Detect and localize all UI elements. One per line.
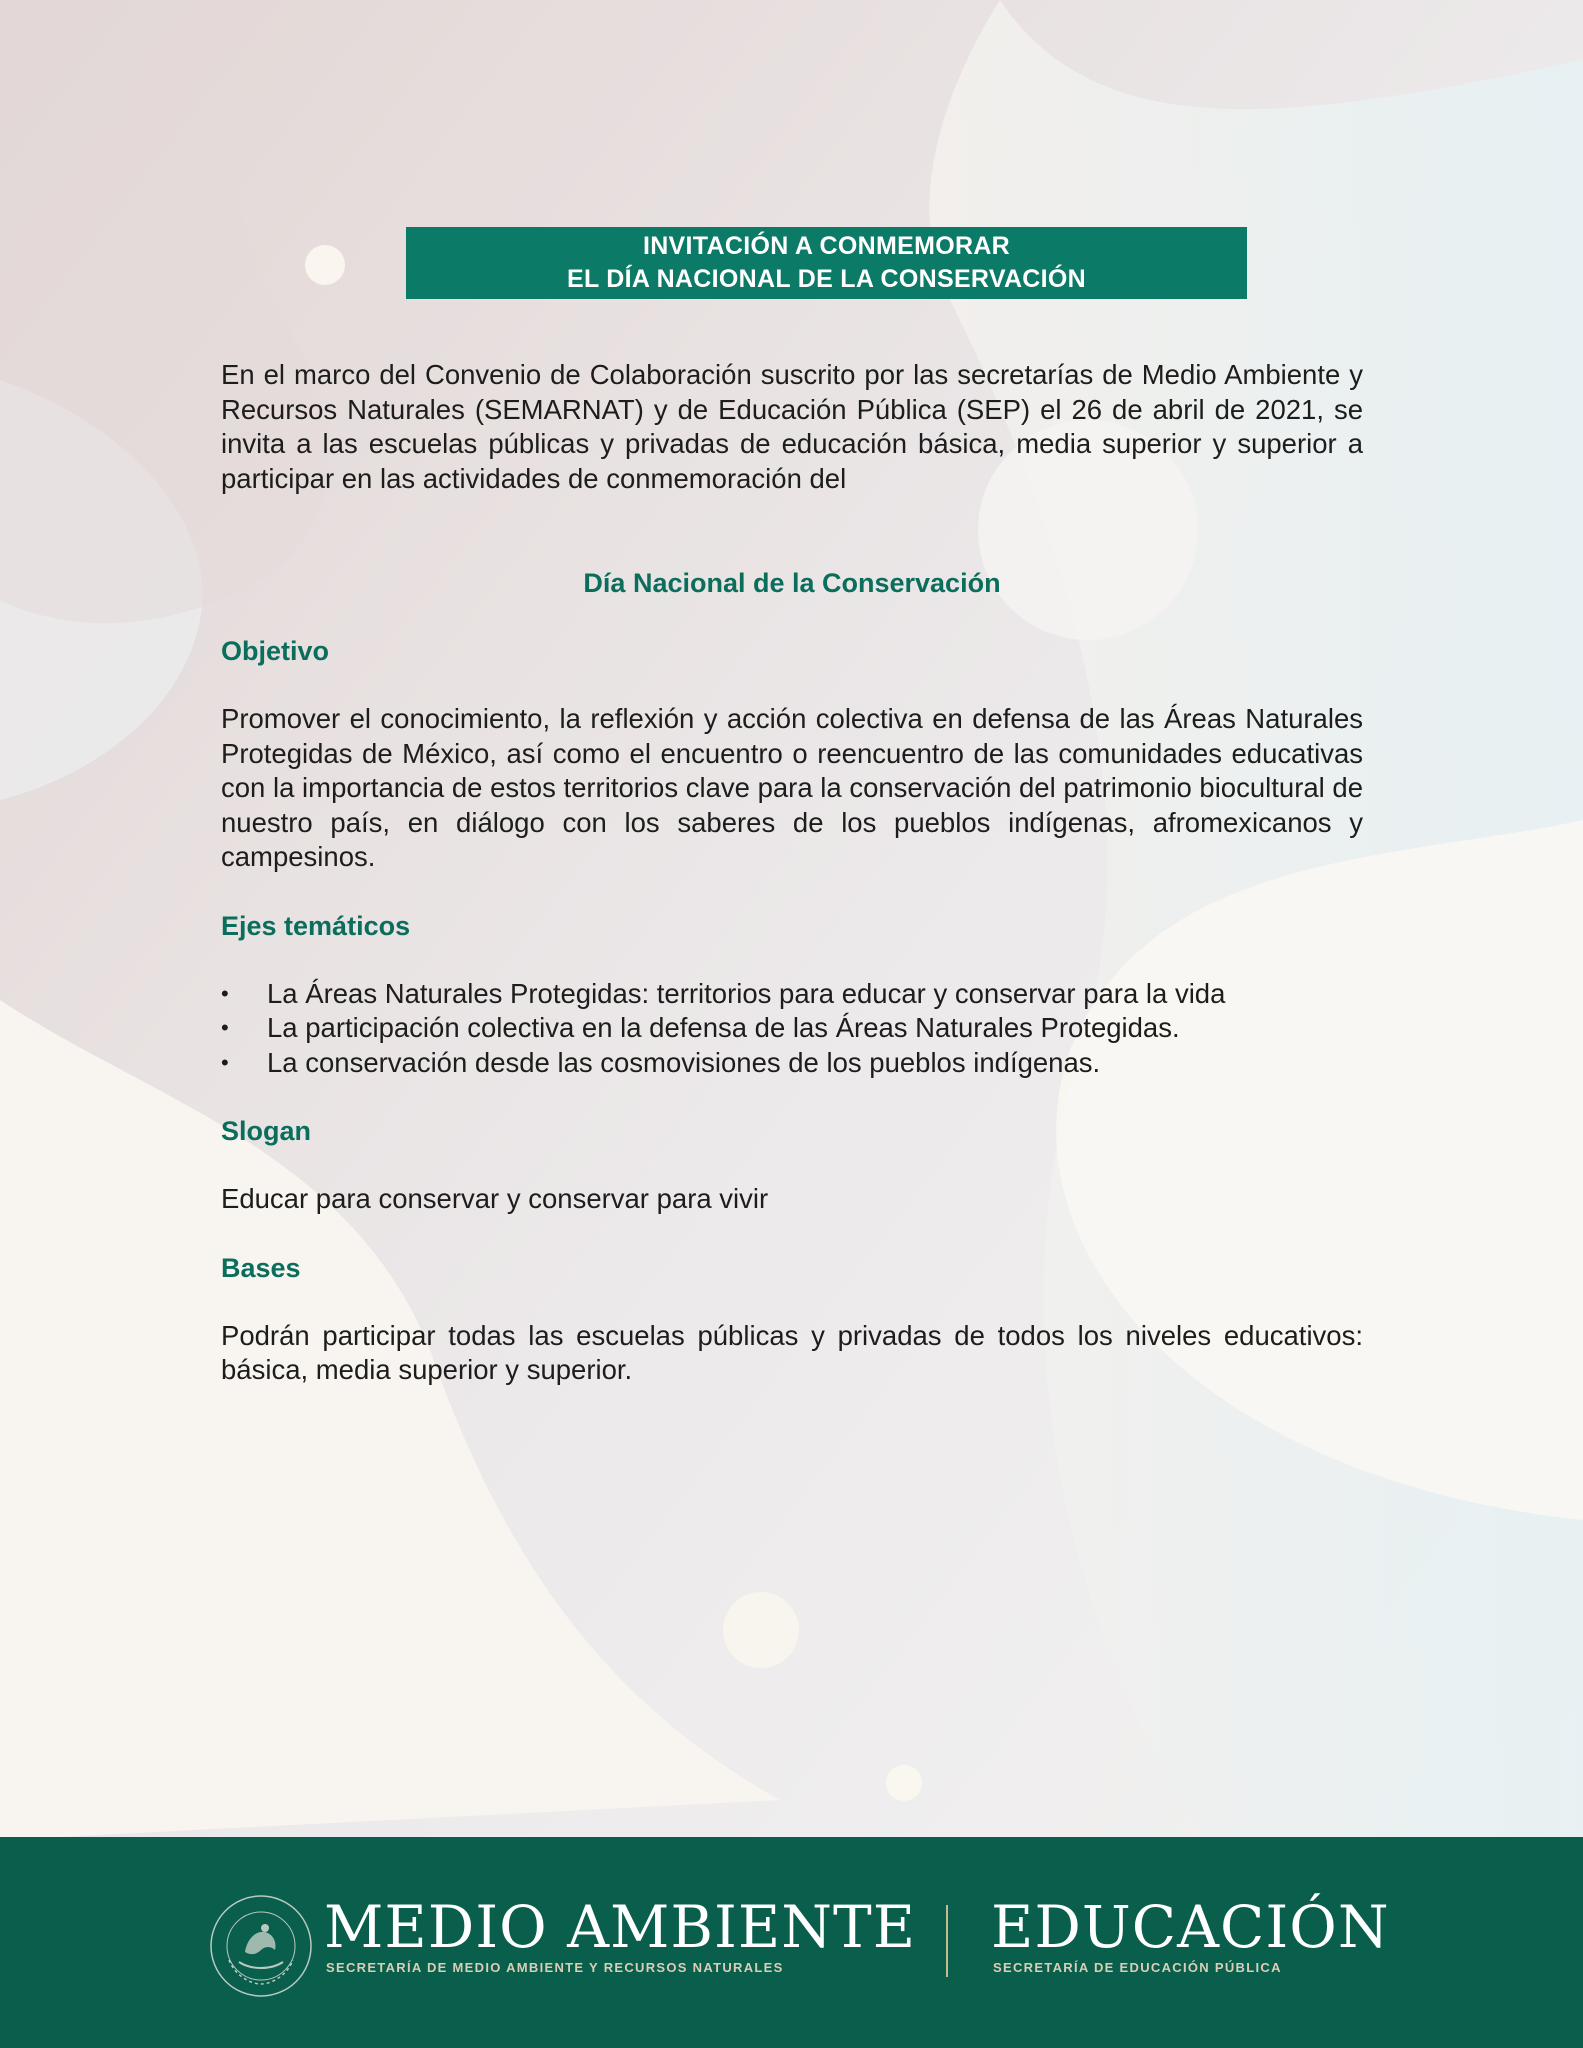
bases-paragraph: Podrán participar todas las escuelas públicas y privadas de todos los niveles educativos: básica, media superior y superior. [221,1319,1363,1385]
slogan-text: Educar para conservar y conservar para vivir [221,1183,769,1214]
sep-logo-title: EDUCACIÓN [991,1893,1390,1961]
list-item [221,1011,1363,1046]
event-heading: Día Nacional de la Conservación [583,568,1001,598]
slogan-heading: Slogan [221,1116,312,1146]
objetivo-paragraph: Promover el conocimiento, la reflexión y acción colectiva en defensa de las Áreas Naturales Protegidas de México, así como el encuentro o reencuentro de las comunidades educativas con la importancia de estos territorios clave para la conservación del patrimonio biocultural de nuestro país, en diálogo con los saberes de los pueblos indígenas, afromexicanos y campesinos. [221,703,1363,872]
objetivo-heading: Objetivo [221,636,330,666]
semarnat-logo-title: MEDIO AMBIENTE [324,1893,917,1961]
sep-logo-subtitle: SECRETARÍA DE EDUCACIÓN PÚBLICA [993,1960,1282,1975]
ejes-list [221,977,1363,1081]
bases-heading: Bases [221,1252,301,1283]
title-banner [406,227,1247,299]
list-item [221,977,1363,1012]
title-line-1: INVITACIÓN A CONMEMORAR [642,232,1011,260]
list-item-text: La Áreas Naturales Protegidas: territorios para educar y conservar para la vida [267,977,1226,1009]
logo-divider [946,1905,948,1977]
list-item-text: La conservación desde las cosmovisiones de los pueblos indígenas. [267,1046,1101,1078]
list-item [221,1046,1363,1081]
ejes-heading: Ejes temáticos [221,910,411,941]
bullet-icon: • [221,980,229,1006]
national-seal-icon [205,1890,317,2002]
document-body [221,358,1363,1388]
bullet-icon: • [221,1049,229,1075]
list-item-text: La participación colectiva en la defensa de las Áreas Naturales Protegidas. [267,1012,1180,1043]
semarnat-logo-subtitle: SECRETARÍA DE MEDIO AMBIENTE Y RECURSOS NATURALES [326,1960,784,1975]
intro-paragraph: En el marco del Convenio de Colaboración suscrito por las secretarías de Medio Ambiente y Recursos Naturales (SEMARNAT) y de Educación Pública (SEP) el 26 de abril de 2021, se invita a las escuelas públicas y privadas de educación básica, media superior y superior a participar en las actividades de conmemoración del [221,359,1363,494]
bullet-icon: • [221,1015,229,1040]
title-line-2: EL DÍA NACIONAL DE LA CONSERVACIÓN [566,265,1087,293]
